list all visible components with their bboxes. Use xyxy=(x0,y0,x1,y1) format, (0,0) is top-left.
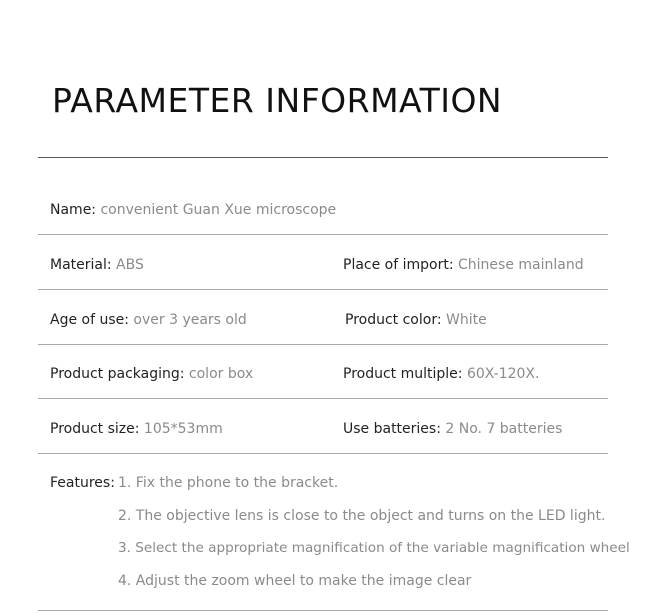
param-label: Product color: xyxy=(345,312,442,328)
feature-item: 1. Fix the phone to the bracket. xyxy=(118,475,339,491)
param-label: Product packaging: xyxy=(50,366,185,382)
param-value: White xyxy=(446,312,487,328)
param-value: convenient Guan Xue microscope xyxy=(100,202,337,218)
param-value: 105*53mm xyxy=(143,421,223,437)
param-name xyxy=(50,203,336,217)
feature-item: 4. Adjust the zoom wheel to make the image clear xyxy=(118,573,472,589)
row-divider xyxy=(38,289,608,290)
row-divider xyxy=(38,453,608,454)
param-value: color box xyxy=(188,366,254,382)
param-label: Age of use: xyxy=(50,312,129,328)
param-product-multiple xyxy=(343,367,539,381)
row-divider xyxy=(38,398,608,399)
param-label: Place of import: xyxy=(343,257,454,273)
param-label: Use batteries: xyxy=(343,421,441,437)
feature-item: 3. Select the appropriate magnification of the variable magnification wheel xyxy=(118,540,630,556)
param-product-packaging xyxy=(50,367,253,381)
param-product-size xyxy=(50,422,223,436)
param-value: 2 No. 7 batteries xyxy=(445,421,563,437)
param-age-of-use xyxy=(50,313,247,327)
param-value: 60X-120X. xyxy=(466,366,540,382)
param-value: ABS xyxy=(116,257,144,273)
bottom-divider xyxy=(38,610,608,611)
param-label: Name: xyxy=(50,202,97,218)
param-use-batteries xyxy=(343,422,562,436)
row-divider xyxy=(38,344,608,345)
param-product-color xyxy=(345,313,487,327)
features-label: Features: xyxy=(50,475,115,491)
param-label: Product multiple: xyxy=(343,366,463,382)
row-divider xyxy=(38,234,608,235)
param-value: Chinese mainland xyxy=(458,257,584,273)
param-material xyxy=(50,258,144,272)
param-label: Product size: xyxy=(50,421,140,437)
param-label: Material: xyxy=(50,257,112,273)
feature-item: 2. The objective lens is close to the object and turns on the LED light. xyxy=(118,508,606,524)
title-divider xyxy=(38,157,608,158)
page-title: PARAMETER INFORMATION xyxy=(52,81,503,120)
param-value: over 3 years old xyxy=(133,312,247,328)
param-place-of-import xyxy=(343,258,584,272)
